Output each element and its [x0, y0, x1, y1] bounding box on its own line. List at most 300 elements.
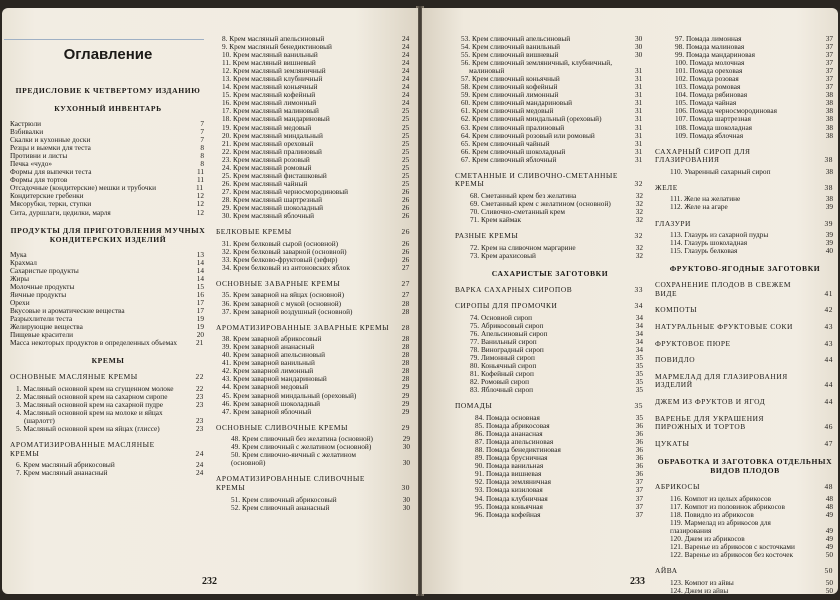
toc-entry: 42. Крем заварной лимонный 28 [222, 366, 410, 376]
entry-page-number: 17 [196, 297, 204, 307]
entry-page-number: 32 [635, 198, 643, 208]
toc-entry: 61. Крем сливочный медовый 31 [461, 106, 643, 116]
subsection-entry [455, 286, 645, 295]
entry-title: 97. Помада лимонная [675, 34, 742, 43]
toc-entry: 31. Крем белковый сырой (основной) 26 [222, 238, 410, 248]
entry-page-number: 49 [825, 526, 833, 536]
toc-entry: 55. Крем сливочный вишневый 30 [461, 50, 643, 60]
entry-title: 57. Крем сливочный коньячный [461, 74, 560, 84]
subsection-entry [655, 440, 835, 449]
entry-title: 109. Помада яблочная [675, 130, 744, 140]
entry-title: 1. Масляный основной крем на сгущенном молоке [16, 383, 174, 393]
entry-title: 107. Помада шартрезная [675, 114, 752, 124]
entry-title: 45. Крем заварной миндальный (ореховый) [222, 390, 357, 400]
entry-title: ДЖЕМ ИЗ ФРУКТОВ И ЯГОД [655, 397, 766, 407]
subsection-entry [655, 184, 835, 193]
entry-title: 62. Крем сливочный миндальный (ореховый) [461, 114, 602, 124]
entry-title: 114. Глазурь шоколадная [670, 238, 748, 248]
toc-entry: 22. Крем масляный пралиновый 25 [222, 146, 410, 156]
entry-title: 22. Крем масляный пралиновый [222, 146, 322, 156]
entry-title: 23. Крем масляный розовый [222, 154, 310, 164]
entry-title: Масса некоторых продуктов в определенных объемах [10, 338, 178, 348]
entry-page-number: 37 [825, 34, 833, 43]
entry-title: Орехи [10, 297, 30, 307]
toc-entry: 34. Крем белковый из антоновских яблок 27 [222, 262, 410, 272]
entry-title: 50. Крем сливочно-яичный с желатином (основной) [231, 450, 356, 468]
entry-title: 81. Кофейный сироп [470, 369, 534, 379]
entry-title: 60. Крем сливочный мандариновый [461, 98, 573, 108]
entry-page-number: 50 [825, 577, 833, 587]
entry-page-number: 19 [196, 313, 204, 323]
entry-title: ВАРКА САХАРНЫХ СИРОПОВ [455, 284, 573, 294]
right-page-column-2 [655, 35, 835, 594]
entry-page-number: 27 [401, 278, 410, 288]
entry-page-number: 48 [825, 502, 833, 512]
entry-title: 76. Апельсиновый сироп [470, 329, 548, 339]
toc-entry: 37. Крем заварной воздушный (основной) 28 [222, 306, 410, 316]
entry-title: 36. Крем заварной с мукой (основной) [222, 298, 342, 308]
subsection-entry [655, 306, 835, 315]
toc-entry: 11. Крем масляный вишневый 24 [222, 58, 410, 68]
entry-page-number: 39 [824, 218, 833, 228]
subsection-entry [216, 475, 412, 492]
entry-page-number: 29 [401, 422, 410, 432]
entry-title: 120. Джем из абрикосов [670, 534, 745, 544]
entry-page-number: 36 [635, 421, 643, 431]
toc-entry: 66. Крем сливочный шоколадный 31 [461, 146, 643, 156]
entry-page-number: 49 [825, 542, 833, 552]
subsection-entry [655, 483, 835, 492]
toc-entry [455, 511, 645, 519]
entry-title: Вкусовые и ароматические вещества [10, 305, 125, 315]
entry-page-number: 38 [825, 106, 833, 116]
entry-page-number: 34 [634, 301, 643, 311]
entry-page-number: 41 [824, 288, 833, 298]
entry-page-number: 17 [196, 305, 204, 315]
entry-page-number: 22 [195, 372, 204, 382]
entry-title: БЕЛКОВЫЕ КРЕМЫ [216, 227, 292, 237]
toc-entry [10, 209, 206, 217]
toc-entry: 18. Крем масляный мандариновый 25 [222, 114, 410, 124]
toc-entry [216, 451, 412, 467]
entry-title: 100. Помада молочная [675, 58, 745, 68]
entry-title: 71. Крем каймак [470, 215, 522, 225]
subsection-entry [655, 323, 835, 332]
entry-page-number: 32 [635, 215, 643, 225]
entry-title: 87. Помада апельсиновая [475, 437, 554, 447]
entry-page-number: 14 [196, 265, 204, 275]
entry-title: 15. Крем масляный кофейный [222, 90, 316, 100]
entry-title: 96. Помада кофейная [475, 509, 541, 519]
entry-page-number: 40 [825, 246, 833, 256]
entry-title: Жиры [10, 273, 29, 283]
entry-title: 119. Мармелад из абрикосов для глазирования [670, 518, 771, 536]
entry-title: Разрыхлители теста [10, 313, 73, 323]
entry-page-number: 43 [824, 338, 833, 348]
entry-title: 6. Крем масляный абрикосовый [16, 460, 115, 470]
toc-entry: Масса некоторых продуктов в определенных объемах 21 [10, 338, 204, 348]
entry-page-number: 34 [635, 337, 643, 347]
entry-page-number: 30 [402, 494, 410, 504]
toc-entry: 63. Крем сливочный пралиновый 31 [461, 122, 643, 132]
toc-entry [10, 251, 206, 259]
entry-page-number: 50 [825, 586, 833, 594]
entry-page-number: 34 [635, 321, 643, 331]
entry-page-number: 7 [200, 135, 204, 145]
toc-entry [655, 168, 835, 176]
entry-title: 98. Помада малиновая [675, 42, 745, 52]
toc-entry: 3. Масляный основной крем на сахарной пудре 23 [16, 399, 204, 409]
entry-title: 38. Крем заварной абрикосовый [222, 334, 322, 344]
entry-title: Яичные продукты [10, 289, 67, 299]
entry-title: Желирующие вещества [10, 321, 83, 331]
toc-entry: 44. Крем заварной медовый 29 [222, 382, 410, 392]
entry-page-number: 12 [196, 191, 204, 201]
entry-title: 54. Крем сливочный ванильный [461, 42, 561, 52]
entry-title: 27. Крем масляный черносмородиновый [222, 186, 349, 196]
entry-title: 21. Крем масляный ореховый [222, 138, 314, 148]
entry-page-number: 28 [401, 322, 410, 332]
entry-title: ОСНОВНЫЕ МАСЛЯНЫЕ КРЕМЫ [10, 372, 138, 382]
entry-title: 53. Крем сливочный апельсиновый [461, 34, 571, 43]
entry-page-number: 32 [635, 207, 643, 217]
entry-title: СМЕТАННЫЕ И СЛИВОЧНО-СМЕТАННЫЕ КРЕМЫ [455, 170, 618, 189]
entry-page-number: 46 [824, 422, 833, 432]
entry-title: 73. Крем арахисовый [470, 250, 536, 260]
toc-entry: 23. Крем масляный розовый 25 [222, 154, 410, 164]
toc-entry: 46. Крем заварной шоколадный 29 [222, 398, 410, 408]
entry-page-number: 36 [635, 429, 643, 439]
subsection-entry [10, 373, 206, 382]
entry-page-number: 44 [824, 380, 833, 390]
entry-title: 65. Крем сливочный чайный [461, 138, 550, 148]
entry-title: АБРИКОСЫ [655, 482, 700, 492]
entry-title: 122. Варенье из абрикосов без косточек [670, 550, 794, 560]
entry-title: 13. Крем масляный клубничный [222, 74, 323, 84]
entry-title: 48. Крем сливочный без желатина (основной) [231, 434, 373, 444]
entry-page-number: 37 [635, 485, 643, 495]
entry-title: АРОМАТИЗИРОВАННЫЕ МАСЛЯНЫЕ КРЕМЫ [10, 440, 155, 458]
subsection-entry [455, 402, 645, 411]
entry-title: 89. Помада брусничная [475, 453, 548, 463]
entry-title: 91. Помада вишневая [475, 469, 542, 479]
entry-page-number: 37 [635, 477, 643, 487]
entry-page-number: 32 [634, 179, 643, 189]
toc-entry [655, 551, 835, 559]
entry-title: 7. Крем масляный ананасный [16, 468, 108, 478]
entry-page-number: 37 [635, 509, 643, 519]
entry-title: СОХРАНЕНИЕ ПЛОДОВ В СВЕЖЕМ ВИДЕ [655, 280, 792, 298]
toc-entry [655, 519, 835, 535]
entry-title: АЙВА [655, 566, 678, 576]
entry-title: 70. Сливочно-сметанный крем [470, 207, 565, 217]
subsection-entry [216, 424, 412, 433]
toc-entry: 21. Крем масляный ореховый 25 [222, 138, 410, 148]
toc-entry [216, 504, 412, 512]
entry-title: 86. Помада ананасная [475, 429, 543, 439]
entry-title: Печка «чудо» [10, 159, 53, 169]
entry-title: 123. Компот из айвы [670, 577, 734, 587]
entry-page-number: 43 [824, 322, 833, 332]
entry-page-number: 44 [824, 397, 833, 407]
entry-page-number: 30 [401, 483, 410, 493]
entry-page-number: 36 [635, 469, 643, 479]
toc-entry: 19. Крем масляный медовый 25 [222, 122, 410, 132]
entry-page-number: 33 [634, 284, 643, 294]
toc-entry: 25. Крем масляный фисташковый 25 [222, 170, 410, 180]
toc-list [10, 86, 206, 477]
entry-title: 58. Крем сливочный кофейный [461, 82, 558, 92]
subsection-entry [655, 373, 835, 390]
entry-title: 80. Коньячный сироп [470, 361, 537, 371]
subsection-entry [655, 340, 835, 349]
entry-page-number: 19 [196, 321, 204, 331]
subsection-entry [655, 398, 835, 407]
entry-title: Мука [10, 249, 27, 259]
toc-entry: 12. Крем масляный земляничный 24 [222, 66, 410, 76]
entry-page-number: 38 [824, 182, 833, 192]
entry-page-number: 48 [824, 482, 833, 492]
entry-title: 105. Помада чайная [675, 98, 737, 108]
subsection-entry [216, 324, 412, 333]
toc-entry: 24. Крем масляный ромовый 25 [222, 162, 410, 172]
toc-entry: 10. Крем масляный ванильный 24 [222, 50, 410, 60]
entry-title: 2. Масляный основной крем на сахарном сиропе [16, 391, 168, 401]
entry-page-number: 37 [635, 493, 643, 503]
entry-title: 64. Крем сливочный розовый или ромовый [461, 130, 595, 140]
subsection-entry [655, 281, 835, 298]
entry-page-number: 49 [825, 510, 833, 520]
entry-page-number: 32 [635, 250, 643, 260]
entry-page-number: 38 [825, 194, 833, 204]
toc-entry: 17. Крем масляный малиновый 25 [222, 106, 410, 116]
entry-page-number: 37 [825, 66, 833, 76]
toc-entry: 20. Крем масляный миндальный 25 [222, 130, 410, 140]
entry-title: 40. Крем заварной апельсиновый [222, 350, 325, 360]
entry-title: ГЛАЗУРИ [655, 218, 691, 228]
entry-title: Резцы и выемки для теста [10, 143, 91, 153]
entry-page-number: 8 [200, 143, 204, 153]
entry-page-number: 32 [635, 242, 643, 252]
entry-page-number: 35 [635, 377, 643, 387]
left-page-column-2 [216, 35, 412, 512]
entry-title: 68. Сметанный крем без желатина [470, 190, 577, 200]
toc-entry: 43. Крем заварной мандариновый 28 [222, 374, 410, 384]
entry-page-number: 38 [825, 90, 833, 100]
subsection-entry [10, 441, 206, 458]
entry-title: 95. Помада коньячная [475, 501, 543, 511]
entry-page-number: 34 [635, 329, 643, 339]
toc-entry: 2. Масляный основной крем на сахарном сиропе 23 [16, 391, 204, 401]
toc-entry: 64. Крем сливочный розовый или ромовый 31 [461, 130, 643, 140]
entry-title: СИРОПЫ ДЛЯ ПРОМОЧКИ [455, 301, 558, 311]
entry-title: Взбивалки [10, 127, 44, 137]
section-heading: ОБРАБОТКА И ЗАГОТОВКА ОТДЕЛЬНЫХ ВИДОВ ПЛОДОВ [657, 457, 833, 476]
toc-entry: 32. Крем белковый заварной (основной) 26 [222, 246, 410, 256]
section-heading: КУХОННЫЙ ИНВЕНТАРЬ [54, 104, 162, 113]
entry-title: 104. Помада рябиновая [675, 90, 748, 100]
entry-title: Мясорубки, терки, ступки [10, 199, 92, 209]
toc-entry: 7. Крем масляный ананасный 24 [16, 468, 204, 478]
subsection-entry [455, 232, 645, 241]
entry-page-number: 32 [634, 231, 643, 241]
entry-page-number: 7 [200, 119, 204, 128]
toc-entry: 27. Крем масляный черносмородиновый 26 [222, 186, 410, 196]
toc-entry: 38. Крем заварной абрикосовый 28 [222, 334, 410, 344]
subsection-entry [655, 220, 835, 229]
entry-title: 92. Помада земляничная [475, 477, 552, 487]
entry-title: 34. Крем белковый из антоновских яблок [222, 262, 350, 272]
entry-title: 14. Крем масляный коньячный [222, 82, 318, 92]
entry-title: 59. Крем сливочный лимонный [461, 90, 559, 100]
entry-page-number: 30 [402, 502, 410, 512]
entry-title: 33. Крем белково-фруктовый (зефир) [222, 254, 338, 264]
entry-title: 41. Крем заварной ванильный [222, 358, 315, 368]
entry-title: 88. Помада бенедиктиновая [475, 445, 561, 455]
entry-title: 35. Крем заварной на яйцах (основной) [222, 290, 345, 300]
entry-page-number: 37 [825, 74, 833, 84]
entry-title: ОСНОВНЫЕ СЛИВОЧНЫЕ КРЕМЫ [216, 422, 349, 432]
entry-page-number: 30 [402, 442, 410, 452]
entry-page-number: 29 [402, 434, 410, 444]
entry-title: 75. Абрикосовый сироп [470, 321, 544, 331]
toc-entry: 5. Масляный основной крем на яйцах (глиссе) 23 [16, 423, 204, 433]
toc-entry: 16. Крем масляный лимонный 24 [222, 98, 410, 108]
entry-title: 20. Крем масляный миндальный [222, 130, 323, 140]
entry-page-number: 34 [635, 345, 643, 355]
subsection-entry [655, 567, 835, 576]
entry-page-number: 50 [825, 550, 833, 560]
entry-title: 72. Крем на сливочном маргарине [470, 242, 576, 252]
entry-title: 32. Крем белковый заварной (основной) [222, 246, 347, 256]
entry-title: 5. Масляный основной крем на яйцах (глиссе) [16, 423, 160, 433]
entry-title: 44. Крем заварной медовый [222, 382, 309, 392]
entry-title: 19. Крем масляный медовый [222, 122, 312, 132]
entry-title: 25. Крем масляный фисташковый [222, 170, 327, 180]
toc-entry [655, 587, 835, 594]
entry-title: 66. Крем сливочный шоколадный [461, 146, 566, 156]
entry-title: 56. Крем сливочный земляничный, клубничный, малиновый [461, 58, 613, 76]
entry-title: ЦУКАТЫ [655, 438, 690, 448]
right-page [422, 8, 838, 594]
entry-page-number: 36 [635, 437, 643, 447]
entry-page-number: 35 [635, 385, 643, 395]
section-heading: КРЕМЫ [91, 356, 125, 366]
toc-entry: Отсадочные (кондитерские) мешки и трубочки 11 [10, 183, 204, 193]
entry-title: Сахаристые продукты [10, 265, 79, 275]
toc-entry: 4. Масляный основной крем на молоке и яйцах (шарлотт) 23 [16, 407, 204, 425]
toc-entry [10, 267, 206, 275]
entry-title: Противни и листы [10, 151, 68, 161]
toc-entry: 13. Крем масляный клубничный 24 [222, 74, 410, 84]
page-number: 232 [202, 575, 217, 587]
section-heading: ФРУКТОВО-ЯГОДНЫЕ ЗАГОТОВКИ [669, 264, 821, 274]
entry-page-number: 35 [635, 413, 643, 423]
left-page [2, 8, 418, 594]
entry-title: Молочные продукты [10, 281, 75, 291]
entry-page-number: 38 [825, 114, 833, 124]
entry-page-number: 20 [196, 330, 204, 340]
entry-title: 113. Глазурь из сахарной пудры [670, 230, 769, 240]
toc-entry [655, 247, 835, 255]
entry-page-number: 49 [825, 534, 833, 544]
subsection-entry [655, 148, 835, 165]
entry-title: Кастрюли [10, 119, 41, 128]
toc-entry: 65. Крем сливочный чайный 31 [461, 138, 643, 148]
entry-title: 85. Помада абрикосовая [475, 421, 550, 431]
entry-title: 10. Крем масляный ванильный [222, 50, 318, 60]
subsection-entry [216, 228, 412, 237]
toc-entry: 36. Крем заварной с мукой (основной) 28 [222, 298, 410, 308]
entry-title: 103. Помада ромовая [675, 82, 741, 92]
entry-title: АРОМАТИЗИРОВАННЫЕ ЗАВАРНЫЕ КРЕМЫ [216, 322, 390, 332]
entry-page-number: 34 [635, 313, 643, 322]
toc-entry: 41. Крем заварной ванильный 28 [222, 358, 410, 368]
entry-page-number: 38 [825, 98, 833, 108]
right-page-column-1 [455, 35, 645, 519]
entry-title: АРОМАТИЗИРОВАННЫЕ СЛИВОЧНЫЕ КРЕМЫ [216, 474, 365, 493]
entry-title: 8. Крем масляный апельсиновый [222, 34, 325, 43]
entry-page-number: 8 [200, 159, 204, 169]
toc-entry: 9. Крем масляный бенедиктиновый 24 [222, 42, 410, 52]
entry-title: 12. Крем масляный земляничный [222, 66, 326, 76]
toc-entry [655, 132, 835, 140]
entry-page-number: 39 [825, 238, 833, 248]
entry-title: 61. Крем сливочный медовый [461, 106, 554, 116]
entry-title: ЖЕЛЕ [655, 182, 678, 192]
entry-title: 115. Глазурь белковая [670, 246, 738, 256]
entry-page-number: 37 [825, 82, 833, 92]
entry-title: 17. Крем масляный малиновый [222, 106, 319, 116]
subsection-entry [216, 280, 412, 289]
entry-page-number: 36 [635, 453, 643, 463]
entry-title: 43. Крем заварной мандариновый [222, 374, 327, 384]
toc-entry: 39. Крем заварной ананасный 28 [222, 342, 410, 352]
entry-title: ВАРЕНЬЕ ДЛЯ УКРАШЕНИЯ ПИРОЖНЫХ И ТОРТОВ [655, 413, 764, 432]
entry-page-number: 37 [825, 50, 833, 60]
toc-entry: 14. Крем масляный коньячный 24 [222, 82, 410, 92]
entry-title: 101. Помада ореховая [675, 66, 743, 76]
entry-page-number: 11 [196, 175, 204, 185]
entry-page-number: 38 [825, 130, 833, 140]
entry-title: 78. Виноградный сироп [470, 345, 544, 355]
entry-title: 3. Масляный основной крем на сахарной пудре [16, 399, 163, 409]
toc-entry: 15. Крем масляный кофейный 24 [222, 90, 410, 100]
toc-entry: 67. Крем сливочный яблочный 31 [461, 154, 643, 164]
toc-entry: 40. Крем заварной апельсиновый 28 [222, 350, 410, 360]
entry-title: 55. Крем сливочный вишневый [461, 50, 559, 60]
toc-entry [655, 203, 835, 211]
entry-page-number: 24 [195, 448, 204, 458]
entry-title: 94. Помада клубничная [475, 493, 548, 503]
toc-entry [10, 291, 206, 299]
entry-title: 42. Крем заварной лимонный [222, 366, 314, 376]
entry-title: Кондитерские гребенки [10, 191, 84, 201]
entry-title: ФРУКТОВОЕ ПЮРЕ [655, 338, 731, 348]
entry-page-number: 14 [196, 273, 204, 283]
entry-title: 108. Помада шоколадная [675, 122, 753, 132]
toc-entry: 54. Крем сливочный ванильный 30 [461, 42, 643, 52]
toc-entry: 6. Крем масляный абрикосовый 24 [16, 460, 204, 470]
entry-title: Пищевые красители [10, 330, 73, 340]
toc-entry: 28. Крем масляный шартрезный 26 [222, 194, 410, 204]
entry-page-number: 11 [196, 167, 204, 177]
entry-title: 106. Помада черносмородиновая [675, 106, 777, 116]
toc-entry: 1. Масляный основной крем на сгущенном молоке 22 [16, 383, 204, 393]
entry-title: 83. Яблочный сироп [470, 385, 533, 395]
entry-title: 63. Крем сливочный пралиновый [461, 122, 565, 132]
toc-list [216, 35, 412, 512]
